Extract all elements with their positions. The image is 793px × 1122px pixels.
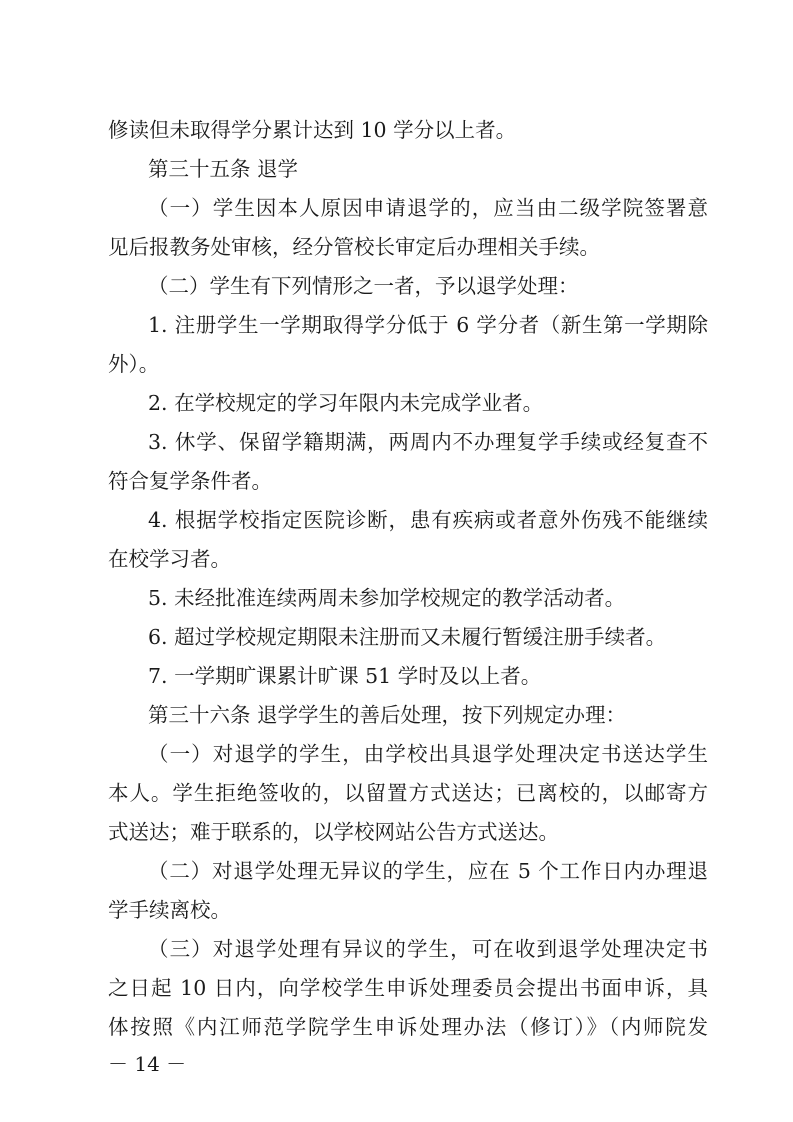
- text-line-16: 第三十六条 退学学生的善后处理，按下列规定办理：: [148, 703, 627, 727]
- text-line-14: 6. 超过学校规定期限未注册而又未履行暂缓注册手续者。: [148, 625, 667, 649]
- page-number: － 14 －: [108, 1052, 187, 1076]
- text-line-2: 第三十五条 退学: [148, 157, 299, 181]
- text-line-12: 在校学习者。: [108, 547, 231, 571]
- text-line-18: 本人。学生拒绝签收的，以留置方式送达；已离校的，以邮寄方: [108, 781, 708, 805]
- text-line-21: 学手续离校。: [108, 898, 231, 922]
- text-line-13: 5. 未经批准连续两周未参加学校规定的教学活动者。: [148, 586, 626, 610]
- text-line-15: 7. 一学期旷课累计旷课 51 学时及以上者。: [148, 664, 542, 688]
- text-line-11: 4. 根据学校指定医院诊断，患有疾病或者意外伤残不能继续: [148, 508, 708, 532]
- text-line-19: 式送达；难于联系的，以学校网站公告方式送达。: [108, 820, 559, 844]
- text-line-5: （二）学生有下列情形之一者，予以退学处理：: [148, 274, 579, 298]
- text-line-23: 之日起 10 日内，向学校学生申诉处理委员会提出书面申诉，具: [108, 976, 708, 1000]
- text-line-22: （三）对退学处理有异议的学生，可在收到退学处理决定书: [148, 937, 708, 961]
- text-line-6: 1. 注册学生一学期取得学分低于 6 学分者（新生第一学期除: [148, 313, 708, 337]
- text-line-3: （一）学生因本人原因申请退学的，应当由二级学院签署意: [148, 196, 708, 220]
- text-line-8: 2. 在学校规定的学习年限内未完成学业者。: [148, 391, 544, 415]
- text-line-4: 见后报教务处审核，经分管校长审定后办理相关手续。: [108, 235, 600, 259]
- text-line-17: （一）对退学的学生，由学校出具退学处理决定书送达学生: [148, 742, 708, 766]
- text-line-24: 体按照《内江师范学院学生申诉处理办法（修订）》（内师院发: [108, 1015, 708, 1039]
- text-line-9: 3. 休学、保留学籍期满，两周内不办理复学手续或经复查不: [148, 430, 708, 454]
- text-line-1: 修读但未取得学分累计达到 10 学分以上者。: [108, 118, 517, 142]
- text-line-20: （二）对退学处理无异议的学生，应在 5 个工作日内办理退: [148, 859, 708, 883]
- text-line-7: 外）。: [108, 352, 160, 376]
- text-line-10: 符合复学条件者。: [108, 469, 272, 493]
